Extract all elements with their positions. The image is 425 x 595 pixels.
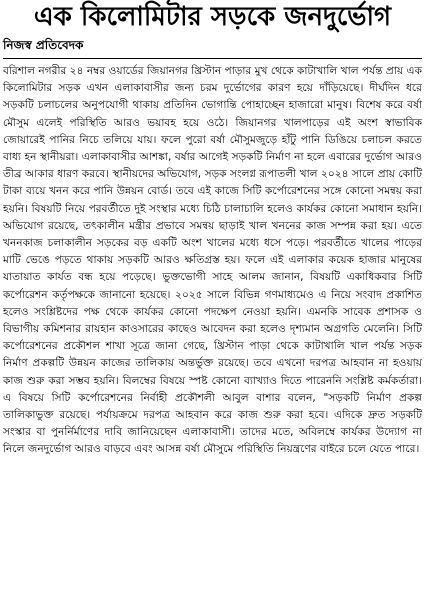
article-paragraph: বরিশাল নগরীর ২৪ নম্বর ওয়ার্ডের জিয়ানগর খ্রিস্টান পাড়ার মুখ থেকে কাটাখালি খাল পর্যন্ত প্রায় এক কিলোমিটার সড়ক এখন এলাকাবাসীর জন্য চরম দুর্ভোগের কারণ হয়ে দাঁড়িয়েছে। দীর্ঘদিন ধরে সড়কটি চলাচলের অনুপযোগী থাকায় প্রতিদিন ভোগান্তি পোহাচ্ছেন হাজারো মানুষ। বিশেষ করে বর্ষা মৌসুম এলেই পরিস্থিতি আরও ভয়াবহ হয়ে ওঠে। জিয়ানগর খালপাড়ের এই অংশ স্বাভাবিক জোয়ারেই পানির নিচে তলিয়ে যায়। ফলে পুরো বর্ষা মৌসুমজুড়ে হাঁটু পানি ডিঙিয়ে চলাচল করতে বাধ্য হন স্থানীয়রা। এলাকাবাসীর আশঙ্কা, বর্ষার আগেই সড়কটি নির্মাণ না হলে এবারের দুর্ভোগ আরও তীব্র আকার ধারণ করবে। স্থানীয়দের অভিযোগ, সড়ক সংলগ্ন রূপাতলী খাল ২০২৪ সালে প্রায় কোটি টাকা ব্যয়ে খনন করে পানি উন্নয়ন বোর্ড। তবে এই কাজে সিটি কর্পোরেশনের সঙ্গে কোনো সমন্বয় করা হয়নি। বিষয়টি নিয়ে পরবর্তীতে দুই সংস্থার মধ্যে চিঠি চালাচালি হলেও কার্যকর কোনো সমাধান হয়নি। অভিযোগ রয়েছে, তৎকালীন মন্ত্রীর প্রভাবে সমন্বয় ছাড়াই খাল খননের কাজ সম্পন্ন করা হয়। এতে খননকাজ চলাকালীন সড়কের বড় একটি অংশ খালের মধ্যে ধসে পড়ে। পরবর্তীতে খালের পাড়ের মাটি ভেঙে পড়তে থাকায় সড়কটি আরও ক্ষতিগ্রস্ত হয়। ফলে এই এলাকার কয়েক হাজার মানুষের যাতায়াত কার্যত বন্ধ হয়ে পড়েছে। ভুক্তভোগী সাহে আলম জানান, বিষয়টি একাধিকবার সিটি কর্পোরেশন কর্তৃপক্ষকে জানানো হয়েছে। ২০২৫ সালে বিভিন্ন গণমাধ্যমেও এ নিয়ে সংবাদ প্রকাশিত হলেও সংশ্লিষ্টদের পক্ষ থেকে কার্যকর কোনো পদক্ষেপ নেওয়া হয়নি। এমনকি সাবেক প্রশাসক ও বিভাগীয় কমিশনার রায়হান কাওসারের কাছেও আবেদন করা হলেও দৃশ্যমান অগ্রগতি মেলেনি। সিটি কর্পোরেশনের প্রকৌশল শাখা সূত্রে জানা গেছে, খ্রিস্টান পাড়া থেকে কাটাখালি খাল পর্যন্ত সড়ক নির্মাণ প্রকল্পটি উন্নয়ন কাজের তালিকায় অন্তর্ভুক্ত রয়েছে। তবে এখনো দরপত্র আহবান না হওয়ায় কাজ শুরু করা সম্ভব হয়নি। বিলম্বের বিষয়ে স্পষ্ট কোনো ব্যাখ্যাও দিতে পারেননি সংশ্লিষ্ট কর্মকর্তারা। এ বিষয়ে সিটি কর্পোরেশনের নির্বাহী প্রকৌশলী আবুল বাশার বলেন, "সড়কটি নির্মাণ প্রকল্প তালিকাভুক্ত রয়েছে। পর্যায়ক্রমে দরপত্র আহবান করে কাজ শুরু করা হবে। এদিকে দ্রুত সড়কটি সংস্কার বা পুনর্নির্মাণের দাবি জানিয়েছেন এলাকাবাসী। তাদের মতে, অবিলম্বে কার্যকর উদ্যোগ না নিলে জনদুর্ভোগ আরও বাড়বে এবং আসন্ন বর্ষা মৌসুমে পরিস্থিতি নিয়ন্ত্রণের বাইরে চলে যেতে পারে। [3, 65, 422, 456]
article-headline: এক কিলোমিটার সড়কে জনদুর্ভোগ [33, 2, 392, 32]
headline-divider [3, 58, 422, 59]
article-body [3, 63, 422, 459]
article-byline: নিজস্ব প্রতিবেদক [3, 38, 84, 52]
